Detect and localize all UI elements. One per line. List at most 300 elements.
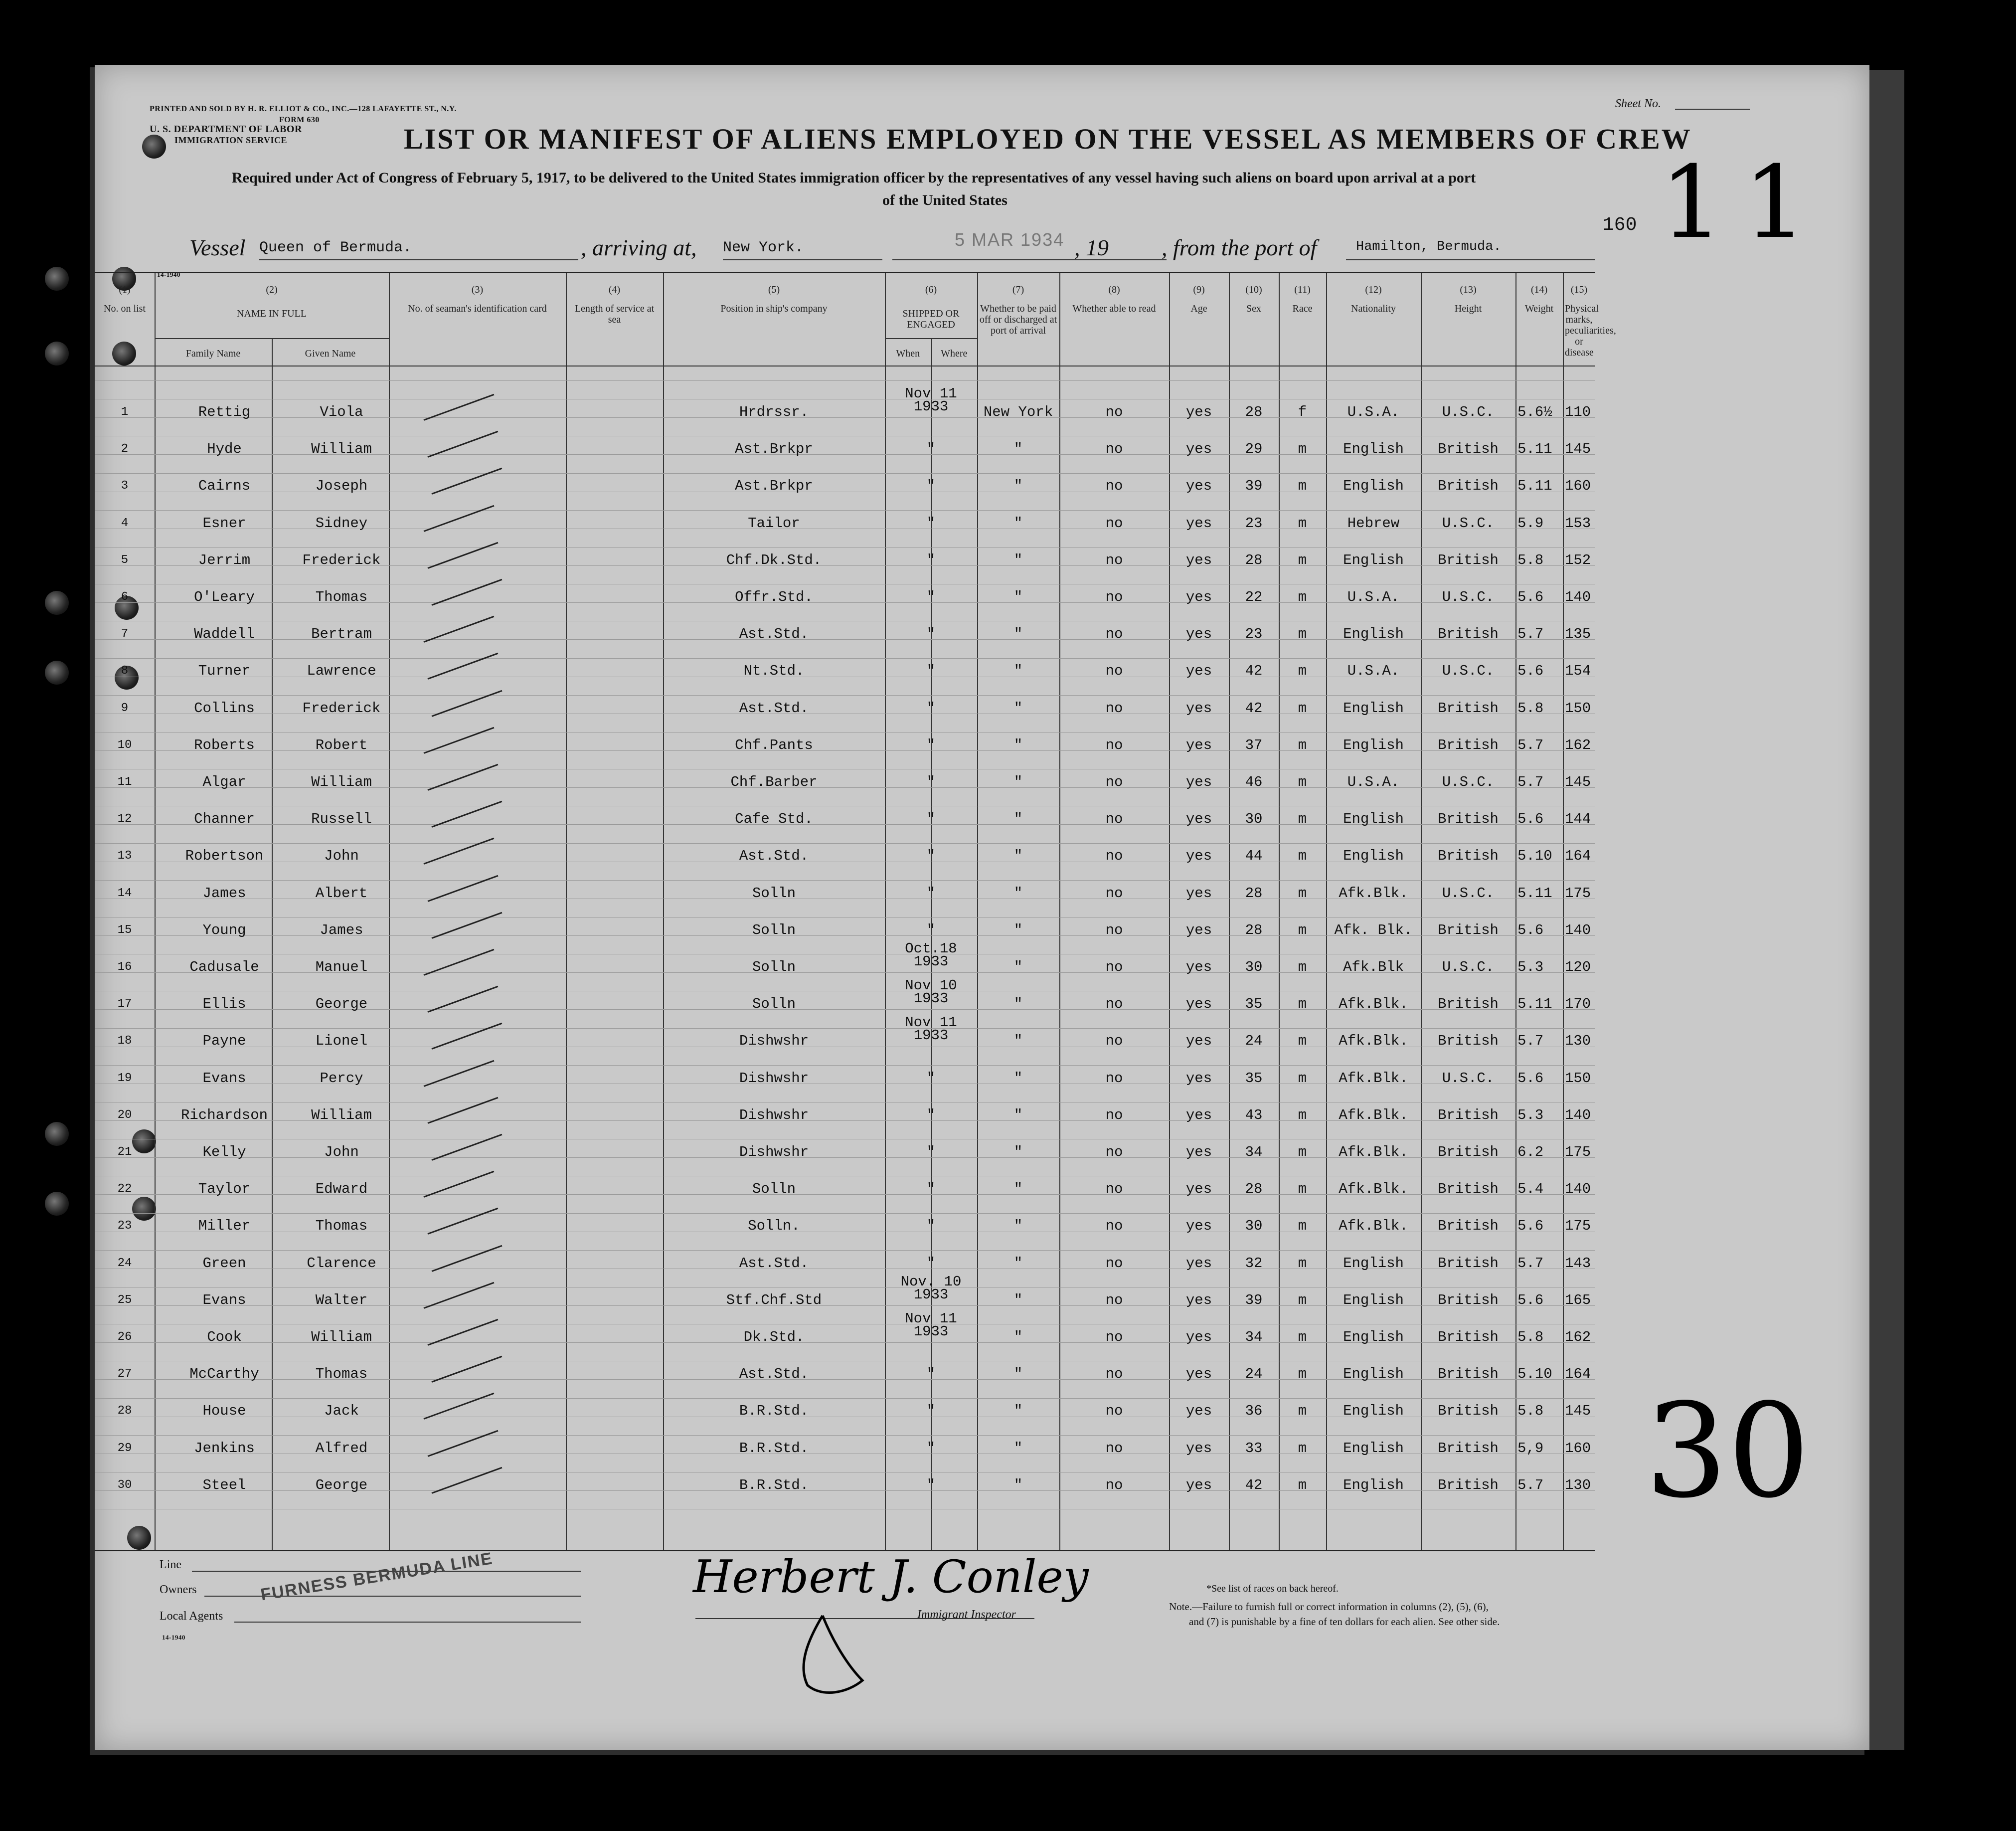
subtitle-line-2: of the United States: [882, 192, 1008, 208]
cell-race: English: [1343, 1476, 1404, 1493]
cell-race: Afk. Blk.: [1334, 921, 1413, 938]
cell-given: Lionel: [315, 1033, 368, 1050]
cell-where: ": [1013, 1144, 1023, 1160]
cell-position: Chf.Pants: [735, 736, 813, 753]
cell-height: 5.6: [1517, 589, 1544, 605]
cell-family: Miller: [198, 1218, 251, 1235]
column-number: (3): [471, 284, 484, 295]
column-rule: [1059, 273, 1060, 1550]
cell-age: 39: [1245, 478, 1263, 495]
cell-read: yes: [1185, 1366, 1212, 1383]
cell-where: ": [1013, 848, 1023, 865]
cell-height: 5.9: [1517, 515, 1544, 532]
vessel-label: Vessel: [189, 235, 246, 260]
cell-age: 30: [1245, 1218, 1263, 1235]
cell-read: yes: [1185, 404, 1212, 420]
ruled-line: [95, 1250, 1595, 1251]
cell-sex: m: [1298, 626, 1307, 643]
cell-read: yes: [1185, 1181, 1212, 1198]
cell-weight: 140: [1565, 1181, 1591, 1198]
cell-where: ": [1013, 1218, 1023, 1235]
cell-sex: m: [1298, 551, 1307, 568]
cell-where: New York: [983, 404, 1053, 420]
cell-weight: 175: [1565, 1144, 1591, 1160]
cell-where: ": [1013, 1329, 1023, 1345]
cell-paid: no: [1105, 551, 1123, 568]
sheet-line: [1675, 109, 1750, 110]
cell-position: Chf.Barber: [730, 774, 818, 790]
cell-given: Frederick: [302, 551, 381, 568]
handwritten-sheet-number: 11: [1660, 145, 1827, 261]
cell-nat: British: [1438, 1291, 1499, 1308]
cell-position: B.R.Std.: [739, 1403, 809, 1420]
cell-nat: British: [1438, 1255, 1499, 1272]
cell-age: 28: [1245, 885, 1263, 902]
binder-hole: [45, 591, 69, 615]
cell-sex: m: [1298, 515, 1307, 532]
cell-given: William: [311, 441, 372, 458]
cell-height: 5.8: [1517, 1329, 1544, 1345]
pen-check-mark: [427, 1430, 498, 1457]
cell-sex: f: [1298, 404, 1307, 420]
cell-race: English: [1343, 1291, 1404, 1308]
cell-nat: British: [1438, 626, 1499, 643]
subcolumn-header: Where: [941, 348, 968, 359]
column-header: Whether to be paid off or discharged at port of arrival: [979, 303, 1057, 336]
subcolumn-header: When: [896, 348, 920, 359]
cell-where: ": [1013, 1440, 1023, 1457]
cell-read: yes: [1185, 736, 1212, 753]
ruled-line: [95, 1213, 1595, 1214]
arriving-port: New York.: [723, 239, 804, 256]
cell-nat: British: [1438, 1366, 1499, 1383]
cell-age: 23: [1245, 515, 1263, 532]
cell-where: ": [1013, 959, 1023, 975]
cell-sex: m: [1298, 441, 1307, 458]
cell-given: Thomas: [315, 1218, 368, 1235]
cell-when: ": [926, 589, 936, 605]
cell-where: ": [1013, 1366, 1023, 1383]
sheet-number-160: 160: [1603, 214, 1637, 236]
column-header: Length of service at sea: [574, 303, 655, 325]
inspector-signature: Herbert J. Conley: [693, 1551, 1089, 1603]
cell-race: English: [1343, 1366, 1404, 1383]
cell-height: 5.8: [1517, 551, 1544, 568]
cell-given: Robert: [315, 736, 368, 753]
cell-race: Afk.Blk: [1343, 959, 1404, 975]
vessel-name: Queen of Bermuda.: [259, 239, 412, 256]
cell-when: ": [926, 551, 936, 568]
cell-age: 32: [1245, 1255, 1263, 1272]
cell-no: 17: [117, 997, 132, 1011]
cell-position: Ast.Std.: [739, 700, 809, 717]
pen-check-mark: [431, 579, 502, 606]
cell-sex: m: [1298, 1033, 1307, 1050]
cell-read: yes: [1185, 1070, 1212, 1087]
cell-age: 44: [1245, 848, 1263, 865]
pen-check-mark: [427, 986, 498, 1013]
cell-given: Clarence: [307, 1255, 376, 1272]
column-number: (8): [1108, 284, 1120, 295]
ruled-line: [95, 880, 1595, 881]
column-rule: [155, 273, 156, 1550]
column-header: No. of seaman's identification card: [408, 303, 547, 314]
cell-nat: U.S.C.: [1442, 404, 1495, 420]
cell-where: ": [1013, 885, 1023, 902]
cell-nat: British: [1438, 736, 1499, 753]
year-label: , 19: [1074, 235, 1109, 260]
cell-where: ": [1013, 626, 1023, 643]
cell-family: Evans: [202, 1291, 246, 1308]
cell-sex: m: [1298, 1106, 1307, 1123]
cell-position: Chf.Dk.Std.: [726, 551, 822, 568]
column-rule: [1169, 273, 1170, 1550]
cell-nat: British: [1438, 1329, 1499, 1345]
cell-nat: British: [1438, 1144, 1499, 1160]
cell-position: Dishwshr: [739, 1070, 809, 1087]
cell-read: yes: [1185, 1291, 1212, 1308]
cell-weight: 150: [1565, 700, 1591, 717]
cell-sex: m: [1298, 1476, 1307, 1493]
cell-height: 5.6: [1517, 663, 1544, 680]
signature-flourish: [788, 1611, 877, 1700]
cell-paid: no: [1105, 1291, 1123, 1308]
cell-read: yes: [1185, 1403, 1212, 1420]
pen-check-mark: [423, 727, 494, 754]
cell-sex: m: [1298, 1255, 1307, 1272]
cell-height: 5.6: [1517, 1070, 1544, 1087]
cell-when: Nov 10 1933: [905, 977, 957, 1007]
cell-given: Russell: [311, 811, 372, 828]
cell-sex: m: [1298, 959, 1307, 975]
cell-no: 23: [117, 1219, 132, 1233]
cell-sex: m: [1298, 996, 1307, 1013]
cell-when: ": [926, 1440, 936, 1457]
ruled-line: [95, 380, 1595, 381]
column-rule: [1229, 273, 1230, 1550]
column-number: (7): [1012, 284, 1024, 295]
cell-weight: 175: [1565, 885, 1591, 902]
cell-when: ": [926, 774, 936, 790]
cell-height: 5.6: [1517, 811, 1544, 828]
cell-race: Afk.Blk.: [1339, 1070, 1408, 1087]
cell-given: Thomas: [315, 589, 368, 605]
cell-no: 21: [117, 1145, 132, 1159]
cell-sex: m: [1298, 1366, 1307, 1383]
cell-height: 5.7: [1517, 774, 1544, 790]
cell-given: Jack: [324, 1403, 359, 1420]
cell-paid: no: [1105, 885, 1123, 902]
pen-check-mark: [427, 764, 498, 791]
cell-height: 5.6: [1517, 1218, 1544, 1235]
cell-where: ": [1013, 515, 1023, 532]
cell-race: Afk.Blk.: [1339, 1181, 1408, 1198]
cell-sex: m: [1298, 1329, 1307, 1345]
cell-when: ": [926, 1144, 936, 1160]
cell-when: ": [926, 626, 936, 643]
race-note: *See list of races on back hereof.: [1206, 1583, 1339, 1594]
cell-where: ": [1013, 1476, 1023, 1493]
column-header: SHIPPED OR ENGAGED: [902, 308, 960, 330]
cell-nat: British: [1438, 1403, 1499, 1420]
cell-age: 28: [1245, 551, 1263, 568]
cell-nat: U.S.C.: [1442, 959, 1495, 975]
cell-family: Steel: [202, 1476, 246, 1493]
cell-given: William: [311, 774, 372, 790]
cell-age: 22: [1245, 589, 1263, 605]
cell-given: Lawrence: [307, 663, 376, 680]
cell-weight: 110: [1565, 404, 1591, 420]
column-rule: [1421, 273, 1422, 1550]
cell-race: English: [1343, 1403, 1404, 1420]
cell-when: ": [926, 515, 936, 532]
cell-when: ": [926, 1255, 936, 1272]
cell-height: 5.11: [1517, 996, 1552, 1013]
cell-age: 28: [1245, 921, 1263, 938]
cell-age: 42: [1245, 663, 1263, 680]
cell-given: James: [320, 921, 363, 938]
cell-position: Ast.Std.: [739, 1366, 809, 1383]
cell-position: Solln.: [748, 1218, 800, 1235]
cell-weight: 145: [1565, 1403, 1591, 1420]
cell-age: 28: [1245, 1181, 1263, 1198]
cell-given: Percy: [320, 1070, 363, 1087]
cell-where: ": [1013, 1255, 1023, 1272]
pen-check-mark: [423, 1171, 494, 1198]
cell-family: Richardson: [180, 1106, 268, 1123]
page-title: LIST OR MANIFEST OF ALIENS EMPLOYED ON THE VESSEL AS MEMBERS OF CREW: [404, 123, 1692, 155]
cell-nat: British: [1438, 441, 1499, 458]
ruled-line: [95, 843, 1595, 844]
cell-sex: m: [1298, 848, 1307, 865]
pen-check-mark: [423, 505, 494, 532]
printer-line: PRINTED AND SOLD BY H. R. ELLIOT & CO., INC.—128 LAFAYETTE ST., N.Y.: [150, 105, 457, 113]
pen-check-mark: [431, 1467, 502, 1494]
cell-position: Tailor: [748, 515, 800, 532]
arriving-label: , arriving at,: [581, 235, 697, 260]
cell-sex: m: [1298, 1181, 1307, 1198]
cell-where: ": [1013, 1181, 1023, 1198]
cell-nat: British: [1438, 1218, 1499, 1235]
cell-where: ": [1013, 441, 1023, 458]
cell-height: 5.7: [1517, 736, 1544, 753]
date-stamp: 5 MAR 1934: [955, 229, 1065, 250]
column-header: NAME IN FULL: [237, 308, 307, 319]
cell-sex: m: [1298, 921, 1307, 938]
pen-check-mark: [431, 912, 502, 939]
cell-race: Afk.Blk.: [1339, 996, 1408, 1013]
ruled-line: [95, 695, 1595, 696]
cell-given: Viola: [320, 404, 363, 420]
cell-position: Ast.Std.: [739, 1255, 809, 1272]
cell-when: ": [926, 1106, 936, 1123]
cell-weight: 140: [1565, 1106, 1591, 1123]
cell-race: Afk.Blk.: [1339, 885, 1408, 902]
cell-read: yes: [1185, 589, 1212, 605]
from-label: , from the port of: [1162, 235, 1317, 260]
department: U. S. DEPARTMENT OF LABOR: [150, 124, 302, 135]
cell-family: Turner: [198, 663, 251, 680]
cell-nat: U.S.C.: [1442, 663, 1495, 680]
cell-position: Dishwshr: [739, 1144, 809, 1160]
cell-height: 5.7: [1517, 1476, 1544, 1493]
cell-age: 30: [1245, 959, 1263, 975]
pen-check-mark: [431, 1245, 502, 1272]
sheet-label: Sheet No.: [1615, 97, 1661, 110]
cell-weight: 170: [1565, 996, 1591, 1013]
pen-check-mark: [431, 468, 502, 495]
cell-age: 34: [1245, 1144, 1263, 1160]
cell-height: 5.11: [1517, 441, 1552, 458]
handwritten-total: 30: [1645, 1376, 1810, 1527]
cell-age: 35: [1245, 1070, 1263, 1087]
cell-family: Channer: [194, 811, 255, 828]
line-label: Line: [160, 1558, 181, 1571]
cell-when: ": [926, 441, 936, 458]
cell-position: Ast.Brkpr: [735, 478, 813, 495]
cell-family: James: [202, 885, 246, 902]
agents-label: Local Agents: [160, 1610, 223, 1623]
cell-paid: no: [1105, 1144, 1123, 1160]
cell-nat: British: [1438, 811, 1499, 828]
cell-no: 2: [121, 442, 129, 456]
cell-sex: m: [1298, 663, 1307, 680]
agents-underline: [234, 1622, 581, 1623]
cell-position: Stf.Chf.Std: [726, 1291, 822, 1308]
cell-weight: 135: [1565, 626, 1591, 643]
cell-position: Solln: [752, 921, 796, 938]
cell-paid: no: [1105, 1106, 1123, 1123]
cell-race: English: [1343, 811, 1404, 828]
cell-given: Thomas: [315, 1366, 368, 1383]
crew-table: [95, 272, 1616, 1551]
cell-given: John: [324, 1144, 359, 1160]
pen-check-mark: [423, 949, 494, 976]
cell-height: 5.6½: [1517, 404, 1552, 420]
cell-race: English: [1343, 441, 1404, 458]
cell-weight: 144: [1565, 811, 1591, 828]
cell-given: Frederick: [302, 700, 381, 717]
cell-read: yes: [1185, 1033, 1212, 1050]
column-number: (15): [1570, 284, 1588, 295]
cell-paid: no: [1105, 1366, 1123, 1383]
cell-paid: no: [1105, 921, 1123, 938]
cell-sex: m: [1298, 1291, 1307, 1308]
ruled-line: [95, 1398, 1595, 1399]
cell-nat: British: [1438, 1181, 1499, 1198]
cell-race: English: [1343, 1329, 1404, 1345]
cell-no: 6: [121, 590, 129, 604]
cell-family: Payne: [202, 1033, 246, 1050]
cell-read: yes: [1185, 478, 1212, 495]
cell-no: 12: [117, 812, 132, 826]
column-rule: [663, 273, 664, 1550]
column-rule: [885, 273, 886, 1550]
cell-race: U.S.A.: [1347, 774, 1400, 790]
cell-paid: no: [1105, 515, 1123, 532]
cell-race: English: [1343, 1255, 1404, 1272]
cell-height: 5.7: [1517, 1255, 1544, 1272]
cell-age: 43: [1245, 1106, 1263, 1123]
cell-family: McCarthy: [189, 1366, 259, 1383]
cell-position: Solln: [752, 885, 796, 902]
cell-read: yes: [1185, 515, 1212, 532]
cell-read: yes: [1185, 1476, 1212, 1493]
column-header: Physical marks, peculiarities, or disease: [1565, 303, 1616, 358]
cell-family: Waddell: [194, 626, 255, 643]
cell-age: 30: [1245, 811, 1263, 828]
cell-given: William: [311, 1329, 372, 1345]
cell-given: Albert: [315, 885, 368, 902]
cell-nat: U.S.C.: [1442, 1070, 1495, 1087]
cell-sex: m: [1298, 1403, 1307, 1420]
cell-no: 22: [117, 1182, 132, 1196]
ruled-line: [95, 1065, 1595, 1066]
cell-read: yes: [1185, 1440, 1212, 1457]
cell-when: ": [926, 700, 936, 717]
cell-race: U.S.A.: [1347, 404, 1400, 420]
column-rule: [977, 273, 978, 1550]
cell-sex: m: [1298, 811, 1307, 828]
cell-given: George: [315, 1476, 368, 1493]
owners-label: Owners: [160, 1583, 197, 1596]
ruled-line: [95, 547, 1595, 548]
column-header: Height: [1454, 303, 1482, 314]
cell-when: ": [926, 1366, 936, 1383]
cell-weight: 143: [1565, 1255, 1591, 1272]
column-number: (12): [1365, 284, 1382, 295]
cell-read: yes: [1185, 441, 1212, 458]
pen-check-mark: [431, 1023, 502, 1050]
cell-sex: m: [1298, 478, 1307, 495]
cell-height: 5.10: [1517, 848, 1552, 865]
cell-when: ": [926, 848, 936, 865]
cell-paid: no: [1105, 736, 1123, 753]
cell-when: ": [926, 736, 936, 753]
cell-no: 27: [117, 1367, 132, 1381]
column-header: Weight: [1524, 303, 1554, 314]
cell-height: 5.3: [1517, 1106, 1544, 1123]
cell-where: ": [1013, 1403, 1023, 1420]
cell-weight: 164: [1565, 848, 1591, 865]
cell-weight: 150: [1565, 1070, 1591, 1087]
cell-weight: 145: [1565, 774, 1591, 790]
column-number: (5): [768, 284, 780, 295]
cell-age: 36: [1245, 1403, 1263, 1420]
service: IMMIGRATION SERVICE: [174, 135, 288, 145]
cell-position: Dishwshr: [739, 1106, 809, 1123]
cell-family: Ellis: [202, 996, 246, 1013]
form-number: FORM 630: [279, 116, 320, 124]
cell-position: Solln: [752, 1181, 796, 1198]
cell-height: 5.6: [1517, 921, 1544, 938]
cell-given: John: [324, 848, 359, 865]
cell-height: 5.7: [1517, 626, 1544, 643]
cell-weight: 160: [1565, 1440, 1591, 1457]
cell-family: Hyde: [207, 441, 242, 458]
cell-position: Ast.Brkpr: [735, 441, 813, 458]
cell-family: Kelly: [202, 1144, 246, 1160]
cell-height: 5.8: [1517, 1403, 1544, 1420]
cell-given: Joseph: [315, 478, 368, 495]
cell-read: yes: [1185, 848, 1212, 865]
column-header: No. on list: [104, 303, 146, 314]
cell-weight: 153: [1565, 515, 1591, 532]
cell-height: 5.10: [1517, 1366, 1552, 1383]
cell-read: yes: [1185, 663, 1212, 680]
pen-check-mark: [431, 1356, 502, 1383]
furness-stamp: FURNESS BERMUDA LINE: [259, 1549, 495, 1605]
